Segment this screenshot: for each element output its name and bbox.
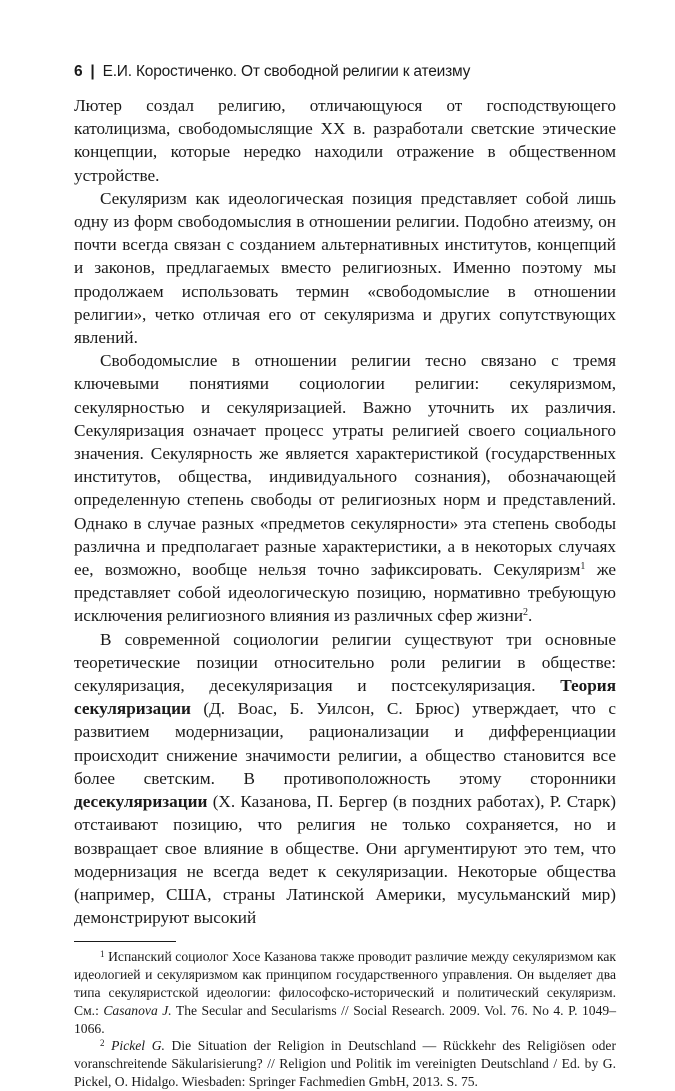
book-page <box>74 62 616 1091</box>
paragraph-3-text-a: Свободомыслие в отношении религии тесно связано с тремя ключевыми понятиями социологии религии: секуляризмом, секулярностью и секуляризацией. Важно уточнить их различия. Секуляризация означает процесс утраты религией своего социального значения. Секулярность же является характеристикой (государственных институтов, общества, индивидуального сознания), обозначающей определенную степень свободы от религиозных норм и представлений. Однако в случае разных «предметов секулярности» эта степень свободы различна и предполагает разные характеристики, а в некоторых случаях ее, возможно, вообще нельзя точно зафиксировать. Секуляризм <box>74 351 616 580</box>
footnote-2-author: Pickel G. <box>111 1038 165 1054</box>
footnotes <box>74 948 616 1090</box>
footnote-1-author: Casanova J. <box>103 1002 172 1018</box>
term-secularization-theory: Теория секуляризации <box>74 676 616 719</box>
paragraph-4 <box>74 628 616 930</box>
running-header <box>74 62 616 84</box>
paragraph-3-text-c: . <box>528 606 533 626</box>
paragraph-2: Секуляризм как идеологическая позиция представляет собой лишь одну из форм свободомыслия в отношении религии. Подобно атеизму, он почти всегда связан с созданием альтернативных институтов, концепций и законов, предлагаемых вместо религиозных. Именно поэтому мы продолжаем использовать термин «свободомыслие в отношении религии», четко отличая его от секуляризма и других сопутствующих явлений. <box>74 188 616 348</box>
paragraph-3 <box>74 349 616 627</box>
paragraph-4-text-b: (Д. Воас, Б. Уилсон, С. Брюс) утверждает, что с развитием модернизации, рационализации и дифференциации происходит снижение значимости религии, а общество становится все более светским. В противоположность этому сторонники <box>74 699 616 788</box>
footnote-1 <box>74 948 616 1037</box>
paragraph-4-text-c: (Х. Казанова, П. Бергер (в поздних работах), Р. Старк) отстаивают позицию, что религия не только сохраняется, но и возвращает свое влияние в обществе. Они аргументируют это тем, что модернизация не всегда ведет к секуляризации. Некоторые общества (например, США, страны Латинской Америки, мусульманский мир) демонстрируют высокий <box>74 792 616 928</box>
footnote-2-text: Die Situation der Religion in Deutschland — Rückkehr des Religiösen oder voranschreitende Säkularisierung? // Religion und Politik im vereinigten Deutschland / Ed. by G. Pickel, O. Hidalgo. Wiesbaden: Springer Fachmedien GmbH, 2013. S. 75. <box>74 1038 616 1089</box>
paragraph-1: Лютер создал религию, отличающуюся от господствующего католицизма, свободомыслящие XX в. разработали светские этические концепции, которые нередко находили отражение в общественном устройстве. <box>74 96 616 185</box>
footnote-divider <box>74 941 176 942</box>
footnote-ref-2[interactable]: 2 <box>523 607 529 619</box>
footnote-1-text-b: The Secular and Secularisms // Social Research. 2009. Vol. 76. No 4. P. 1049–1066. <box>74 1002 616 1036</box>
footnote-ref-1[interactable]: 1 <box>580 561 586 573</box>
header-title: Е.И. Коростиченко. От свободной религии к атеизму <box>102 63 471 80</box>
footnote-2-number: 2 <box>100 1038 105 1049</box>
footnote-1-text-a: Испанский социолог Хосе Казанова также проводит различие между секуляризмом как идеологией и секуляризмом как принципом государственного управления. Он выделяет два типа секуляристской идеологии: философско-исторический и политический секуляризм. См.: <box>74 949 616 1018</box>
paragraph-3-text-b: же представляет собой идеологическую позицию, нормативно требующую исключения религиозного влияния из различных сфер жизни <box>74 560 616 626</box>
page-number: 6 <box>74 63 83 80</box>
paragraph-4-text-a: В современной социологии религии существуют три основные теоретические позиции относительно роли религии в обществе: секуляризация, десекуляризация и постсекуляризация. <box>74 629 616 696</box>
main-text <box>74 94 616 929</box>
term-desecularization: десекуляризации <box>74 792 208 812</box>
header-separator: | <box>90 63 95 80</box>
footnote-2 <box>74 1037 616 1090</box>
footnote-1-number: 1 <box>100 949 105 960</box>
